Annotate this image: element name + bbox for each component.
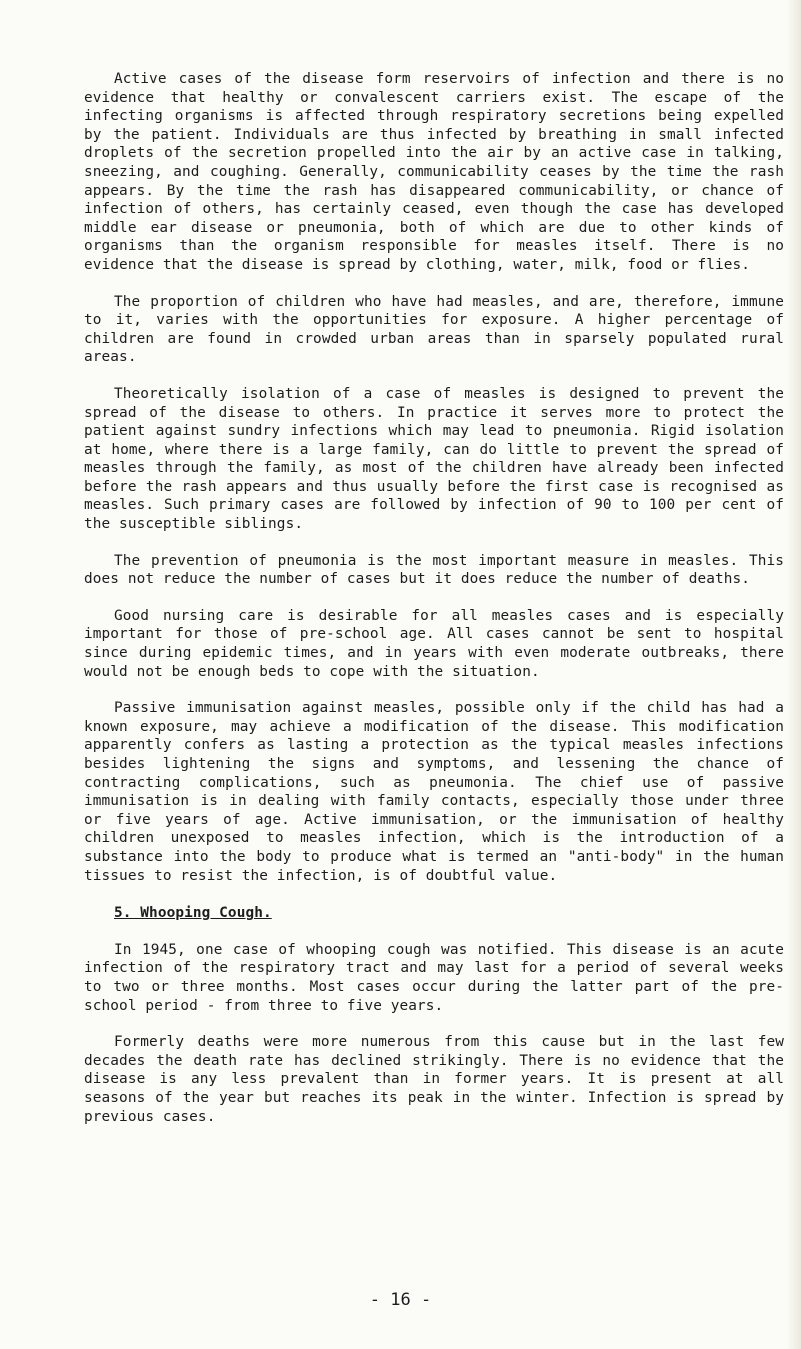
paragraph-reservoirs: Active cases of the disease form reservoirs of infection and there is no evidence that healthy or convalescent carriers exist. The escape of the infecting organisms is affected through respiratory secretions being expelled by the patient. Individuals are thus infected by breathing in small infected droplets of the secretion propelled into the air by an active case in talking, sneezing, and coughing. Generally, communicability ceases by the time the rash appears. By the time the rash has disappeared communicability, or chance of infection of others, has certainly ceased, even though the case has developed middle ear disease or pneumonia, both of which are due to other kinds of organisms than the organism responsible for measles itself. There is no evidence that the disease is spread by clothing, water, milk, food or flies. bbox=[84, 71, 784, 273]
paragraph-pneumonia-prevention: The prevention of pneumonia is the most important measure in measles. This does not reduce the number of cases but it does reduce the number of deaths. bbox=[84, 552, 784, 588]
paragraph-nursing-care: Good nursing care is desirable for all measles cases and is especially important for those of pre-school age. All cases cannot be sent to hospital since during epidemic times, and in years with even moderate outbreaks, there would not be enough beds to cope with the situation. bbox=[84, 607, 784, 680]
paragraph-passive-immunisation: Passive immunisation against measles, possible only if the child has had a known exposure, may achieve a modification of the disease. This modification apparently confers as lasting a protection as the typical measles infections besides lightening the signs and symptoms, and lessening the chance of contracting complications, such as pneumonia. The chief use of passive immunisation is in dealing with family contacts, especially those under three or five years of age. Active immunisation, or the immunisation of healthy children unexposed to measles infection, which is the introduction of a substance into the body to produce what is termed an "anti-body" in the human tissues to resist the infection, is of doubtful value. bbox=[84, 700, 784, 884]
section-heading: 5. Whooping Cough. bbox=[114, 905, 272, 922]
page-number: - 16 - bbox=[369, 1290, 432, 1310]
paragraph-isolation: Theoretically isolation of a case of measles is designed to prevent the spread of the disease to others. In practice it serves more to protect the patient against sundry infections which may lead to pneumonia. Rigid isolation at home, where there is a large family, can do little to prevent the spread of measles through the family, as most of the children have already been infected before the rash appears and thus usually before the first case is recognised as measles. Such primary cases are followed by infection of 90 to 100 per cent of the susceptible siblings. bbox=[84, 385, 784, 533]
paragraph-whooping-cough-notified: In 1945, one case of whooping cough was notified. This disease is an acute infection of the respiratory tract and may last for a period of several weeks to two or three months. Most cases occur during the latter part of the pre-school period - from three to five years. bbox=[84, 941, 784, 1014]
paragraph-proportion: The proportion of children who have had measles, and are, therefore, immune to it, varies with the opportunities for exposure. A higher percentage of children are found in crowded urban areas than in sparsely populated rural areas. bbox=[84, 293, 784, 366]
page-edge-shadow bbox=[787, 0, 801, 1349]
document-body bbox=[84, 70, 784, 1126]
paragraph-whooping-cough-deaths: Formerly deaths were more numerous from this cause but in the last few decades the death rate has declined strikingly. There is no evidence that the disease is any less prevalent than in former years. It is present at all seasons of the year but reaches its peak in the winter. Infection is spread by previous cases. bbox=[84, 1034, 784, 1125]
